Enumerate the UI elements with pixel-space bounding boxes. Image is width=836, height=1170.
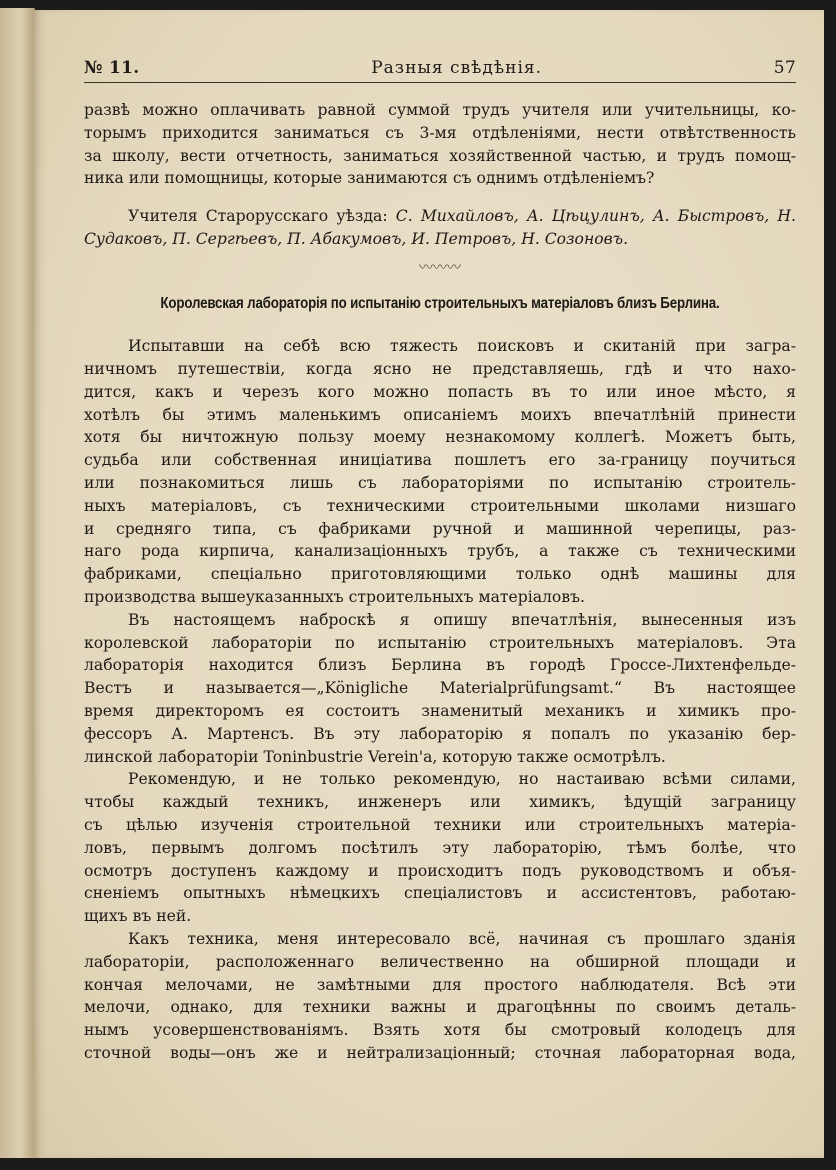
text-line: ловъ, первымъ долгомъ посѣтилъ эту лабораторію, тѣмъ болѣе, что — [84, 838, 796, 857]
text-line: производства вышеуказанныхъ строительныхъ матеріаловъ. — [84, 587, 585, 606]
text-line: фессоръ А. Мартенсъ. Въ эту лабораторію я попалъ по указанію бер- — [84, 724, 796, 743]
previous-page-edge — [0, 8, 35, 1158]
running-head — [84, 58, 796, 83]
text-line: дится, какъ и черезъ кого можно попасть въ то или иное мѣсто, я — [84, 382, 796, 401]
text-line: съ цѣлью изученія строительной техники или строительныхъ матеріа- — [84, 815, 796, 834]
text-line: линской лабораторіи Toninbustrie Verein'a, которую также осмотрѣлъ. — [84, 747, 666, 766]
section-title: Разныя свѣдѣнія. — [371, 58, 543, 78]
text-line: и средняго типа, съ фабриками ручной и машинной черепицы, раз- — [84, 519, 796, 538]
text-line: или познакомиться лишь съ лабораторіями по испытанію строитель- — [84, 473, 796, 492]
text-line: фабриками, спеціально приготовляющими только однѣ машины для — [84, 565, 796, 584]
text-line: хотя бы ничтожную пользу моему незнакомому коллегѣ. Можетъ быть, — [84, 428, 796, 447]
page-sheet — [34, 10, 824, 1158]
page-number: 57 — [773, 58, 796, 78]
text-line: щихъ въ ней. — [84, 907, 192, 926]
text-line: кончая мелочами, не замѣтными для простого наблюдателя. Всѣ эти — [84, 975, 796, 994]
text-line: время директоромъ ея состоитъ знаменитый механикъ и химикъ про- — [84, 701, 796, 720]
issue-number: № 11. — [84, 58, 140, 78]
article-title: Королевская лабораторія по испытанію строительныхъ матеріаловъ близъ Берлина. — [160, 295, 720, 313]
text-line: ныхъ матеріаловъ, съ техническими строительными школами низшаго — [84, 496, 796, 515]
text-line: ника или помощницы, которые занимаются съ однимъ отдѣленіемъ? — [84, 169, 655, 188]
signature-block — [84, 205, 796, 251]
text-line: судьба или собственная иниціатива пошлетъ его за-границу поучиться — [84, 451, 796, 470]
text-line: Испытавши на себѣ всю тяжесть поисковъ и скитаній при загра- — [128, 337, 796, 356]
article-paragraph-3 — [84, 768, 796, 928]
text-line: осмотръ доступенъ каждому и происходитъ подъ руководствомъ и объя- — [84, 861, 796, 880]
text-line: сточной воды—онъ же и нейтрализаціонный; сточная лабораторная вода, — [84, 1043, 796, 1062]
text-line: Въ настоящемъ наброскѣ я опишу впечатлѣнія, вынесенныя изъ — [128, 610, 796, 629]
text-line: Какъ техника, меня интересовало всё, начиная съ прошлаго зданія — [128, 929, 796, 948]
article-paragraph-2 — [84, 609, 796, 769]
text-line: Рекомендую, и не только рекомендую, но настаиваю всѣми силами, — [128, 770, 796, 789]
text-line: развѣ можно оплачивать равной суммой трудъ учителя или учительницы, ко- — [84, 101, 796, 119]
signature-lead: Учителя Старорусскаго уѣзда: — [128, 207, 388, 226]
ornamental-divider: 〰〰〰 — [419, 260, 461, 277]
article-paragraph-4 — [84, 928, 796, 1065]
intro-paragraph — [84, 99, 796, 190]
text-line: мелочи, однако, для техники важны и драгоцѣнны по своимъ деталь- — [84, 998, 796, 1017]
text-line: Вестъ и называется—„Königliche Materialprüfungsamt.“ Въ настоящее — [84, 679, 796, 698]
text-line: нымъ усовершенствованіямъ. Взять хотя бы смотровый колодецъ для — [84, 1021, 796, 1040]
text-line: чтобы каждый техникъ, инженеръ или химикъ, ѣдущій заграницу — [84, 793, 796, 812]
signature-names: С. Михайловъ, А. Цѣцулинъ, А. Быстровъ, Н. Судаковъ, П. Сергѣевъ, П. Абакумовъ, И. Петровъ, Н. Созоновъ. — [84, 207, 796, 249]
text-line: торымъ приходится заниматься съ 3-мя отдѣленіями, нести отвѣтственность — [84, 123, 796, 142]
text-line: лабораторія находится близъ Берлина въ городѣ Гроссе-Лихтенфельде- — [84, 656, 796, 675]
text-line: за школу, вести отчетность, заниматься хозяйственной частью, и трудъ помощ- — [84, 146, 796, 165]
article-paragraph-1 — [84, 335, 796, 609]
text-line: королевской лабораторіи по испытанію строительныхъ матеріаловъ. Эта — [84, 633, 796, 652]
text-line: наго рода кирпича, канализаціонныхъ трубъ, а также съ техническими — [84, 542, 796, 561]
text-line: лабораторіи, расположеннаго величественно на обширной площади и — [84, 952, 796, 971]
page-content — [84, 58, 796, 1065]
text-line: ничномъ путешествіи, когда ясно не представляешь, гдѣ и что нахо- — [84, 359, 796, 378]
text-line: сненіемъ опытныхъ нѣмецкихъ спеціалистовъ и ассистентовъ, работаю- — [84, 884, 796, 903]
text-line: хотѣлъ бы этимъ маленькимъ описаніемъ моихъ впечатлѣній принести — [84, 405, 796, 424]
